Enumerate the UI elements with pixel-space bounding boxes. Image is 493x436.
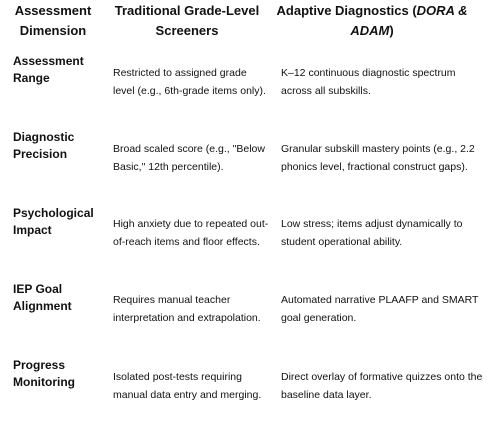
row-adaptive: Automated narrative PLAAFP and SMART goal generation. xyxy=(281,294,479,324)
row-adaptive: Direct overlay of formative quizzes onto the baseline data layer. xyxy=(281,371,483,401)
row-adaptive: Low stress; items adjust dynamically to student operational ability. xyxy=(281,218,463,248)
row-traditional: Restricted to assigned grade level (e.g., 6th-grade items only). xyxy=(113,67,266,97)
row-dimension: Diagnostic Precision xyxy=(13,130,75,161)
header-adaptive-italic: DORA & ADAM xyxy=(350,3,468,38)
header-adaptive-suffix: ) xyxy=(389,23,394,38)
header-adaptive-diagnostics xyxy=(272,1,472,41)
row-dimension: Assessment Range xyxy=(13,54,84,85)
row-adaptive: K–12 continuous diagnostic spectrum across all subskills. xyxy=(281,67,456,97)
row-dimension: IEP Goal Alignment xyxy=(13,282,72,313)
row-dimension: Progress Monitoring xyxy=(13,358,75,389)
row-traditional: Requires manual teacher interpretation and extrapolation. xyxy=(113,294,261,324)
header-adaptive-prefix: Adaptive Diagnostics ( xyxy=(276,3,417,18)
row-traditional: High anxiety due to repeated out-of-reach items and floor effects. xyxy=(113,218,269,248)
row-traditional: Broad scaled score (e.g., "Below Basic," 12th percentile). xyxy=(113,143,265,173)
header-assessment-dimension: Assessment Dimension xyxy=(14,3,92,38)
row-adaptive: Granular subskill mastery points (e.g., 2.2 phonics level, fractional construct gaps). xyxy=(281,143,475,173)
row-dimension: Psychological Impact xyxy=(13,206,94,237)
header-traditional-screeners: Traditional Grade-Level Screeners xyxy=(114,3,260,38)
row-traditional: Isolated post-tests requiring manual data entry and merging. xyxy=(113,371,262,401)
